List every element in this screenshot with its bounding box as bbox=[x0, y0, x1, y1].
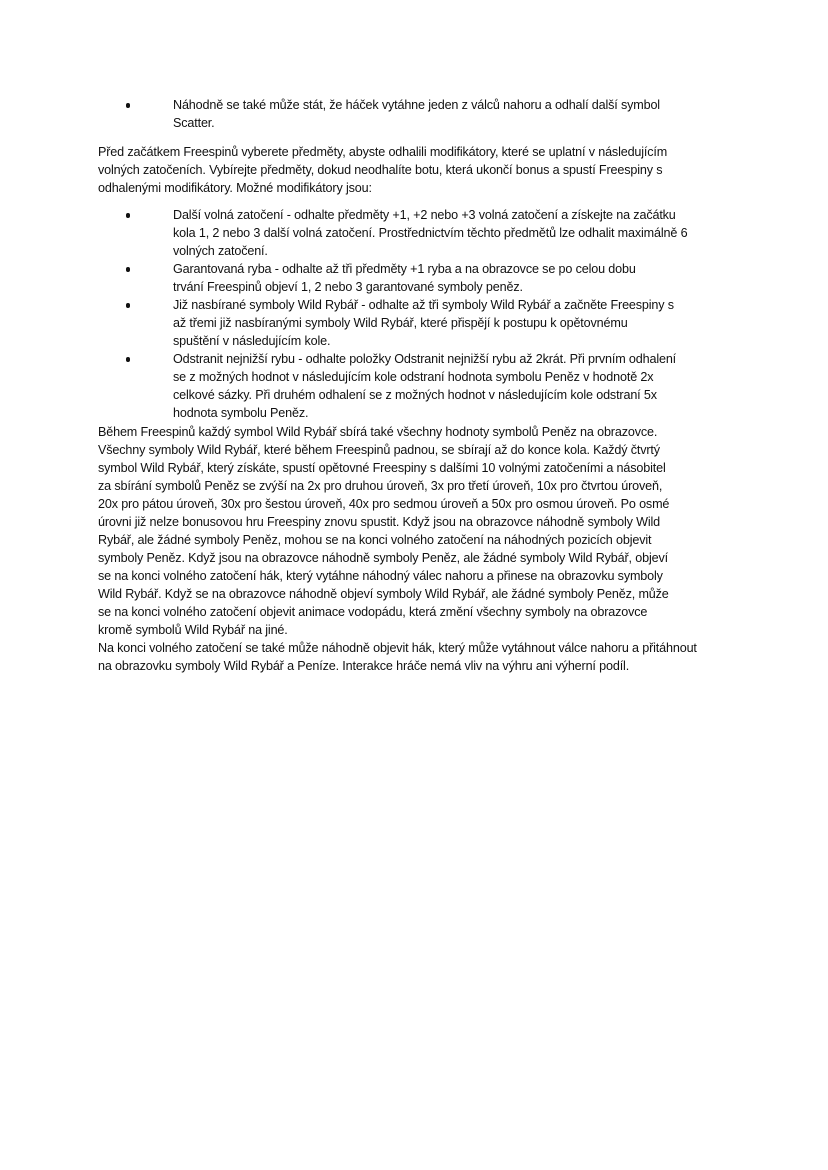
text-line: Na konci volného zatočení se také může náhodně objevit hák, který může vytáhnout válce nahoru a přitáhnout bbox=[98, 641, 697, 655]
text-line: Odstranit nejnižší rybu - odhalte položky Odstranit nejnižší rybu až 2krát. Při prvním odhalení bbox=[173, 352, 677, 366]
bullet-icon bbox=[126, 357, 130, 362]
bullet-list-1 bbox=[98, 96, 758, 132]
paragraph-freespins bbox=[98, 423, 758, 675]
text-line: za sbírání symbolů Peněz se zvýší na 2x pro druhou úroveň, 3x pro třetí úroveň, 10x pro čtvrtou úroveň, bbox=[98, 479, 663, 493]
text-line: Před začátkem Freespinů vyberete předměty, abyste odhalili modifikátory, které se uplatní v následujícím bbox=[98, 145, 668, 159]
text-line: se na konci volného zatočení objevit animace vodopádu, která změní všechny symboly na obrazovce bbox=[98, 605, 648, 619]
text-line: hodnota symbolu Peněz. bbox=[173, 406, 309, 420]
text-line: symbol Wild Rybář, který získáte, spustí opětovné Freespiny s dalšími 10 volnými zatočeními a násobitel bbox=[98, 461, 666, 475]
text-line: se z možných hodnot v následujícím kole odstraní hodnota symbolu Peněz v hodnotě 2x bbox=[173, 370, 654, 384]
text-line: spuštění v následujícím kole. bbox=[173, 334, 331, 348]
text-line: kola 1, 2 nebo 3 další volná zatočení. Prostřednictvím těchto předmětů lze odhalit maximálně 6 bbox=[173, 226, 688, 240]
text-line: až třemi již nasbíranými symboly Wild Rybář, které přispějí k postupu k opětovnému bbox=[173, 316, 628, 330]
text-line: Rybář, ale žádné symboly Peněz, mohou se na konci volného zatočení na náhodných pozicích objevit bbox=[98, 533, 652, 547]
text-line: volných zatočeních. Vybírejte předměty, dokud neodhalíte botu, která ukončí bonus a spustí Freespiny s bbox=[98, 163, 663, 177]
text-line: kromě symbolů Wild Rybář na jiné. bbox=[98, 623, 288, 637]
text-line: na obrazovku symboly Wild Rybář a Peníze. Interakce hráče nemá vliv na výhru ani výherní podíl. bbox=[98, 659, 630, 673]
paragraph-modifiers-intro bbox=[98, 143, 758, 197]
text-line: trvání Freespinů objeví 1, 2 nebo 3 garantované symboly peněz. bbox=[173, 280, 523, 294]
text-line: se na konci volného zatočení hák, který vytáhne náhodný válec nahoru a přinese na obrazovku symboly bbox=[98, 569, 663, 583]
list-item bbox=[98, 350, 758, 422]
text-line: Již nasbírané symboly Wild Rybář - odhalte až tři symboly Wild Rybář a začněte Freespiny s bbox=[173, 298, 674, 312]
text-line: Wild Rybář. Když se na obrazovce náhodně objeví symboly Wild Rybář, ale žádné symboly Peněz, může bbox=[98, 587, 669, 601]
text-line: 20x pro pátou úroveň, 30x pro šestou úroveň, 40x pro sedmou úroveň a 50x pro osmou úroveň. Po osmé bbox=[98, 497, 670, 511]
bullet-icon bbox=[126, 267, 130, 272]
list-item bbox=[98, 206, 758, 260]
text-line: Scatter. bbox=[173, 116, 215, 130]
text-line: Další volná zatočení - odhalte předměty +1, +2 nebo +3 volná zatočení a získejte na začátku bbox=[173, 208, 676, 222]
text-line: Během Freespinů každý symbol Wild Rybář sbírá také všechny hodnoty symbolů Peněz na obrazovce. bbox=[98, 425, 658, 439]
text-line: symboly Peněz. Když jsou na obrazovce náhodně symboly Peněz, ale žádné symboly Wild Rybář, objeví bbox=[98, 551, 668, 565]
list-item bbox=[98, 96, 758, 132]
bullet-icon bbox=[126, 303, 130, 308]
list-item bbox=[98, 296, 758, 350]
text-line: odhalenými modifikátory. Možné modifikátory jsou: bbox=[98, 181, 372, 195]
text-line: Náhodně se také může stát, že háček vytáhne jeden z válců nahoru a odhalí další symbol bbox=[173, 98, 660, 112]
text-line: úrovni již nelze bonusovou hru Freespiny znovu spustit. Když jsou na obrazovce náhodně symboly Wild bbox=[98, 515, 660, 529]
text-line: Všechny symboly Wild Rybář, které během Freespinů padnou, se sbírají až do konce kola. Každý čtvrtý bbox=[98, 443, 660, 457]
list-item bbox=[98, 260, 758, 296]
bullet-list-modifiers bbox=[98, 206, 758, 422]
text-line: Garantovaná ryba - odhalte až tři předměty +1 ryba a na obrazovce se po celou dobu bbox=[173, 262, 636, 276]
bullet-icon bbox=[126, 213, 130, 218]
text-line: celkové sázky. Při druhém odhalení se z možných hodnot v následujícím kole odstraní 5x bbox=[173, 388, 657, 402]
bullet-icon bbox=[126, 103, 130, 108]
text-line: volných zatočení. bbox=[173, 244, 268, 258]
